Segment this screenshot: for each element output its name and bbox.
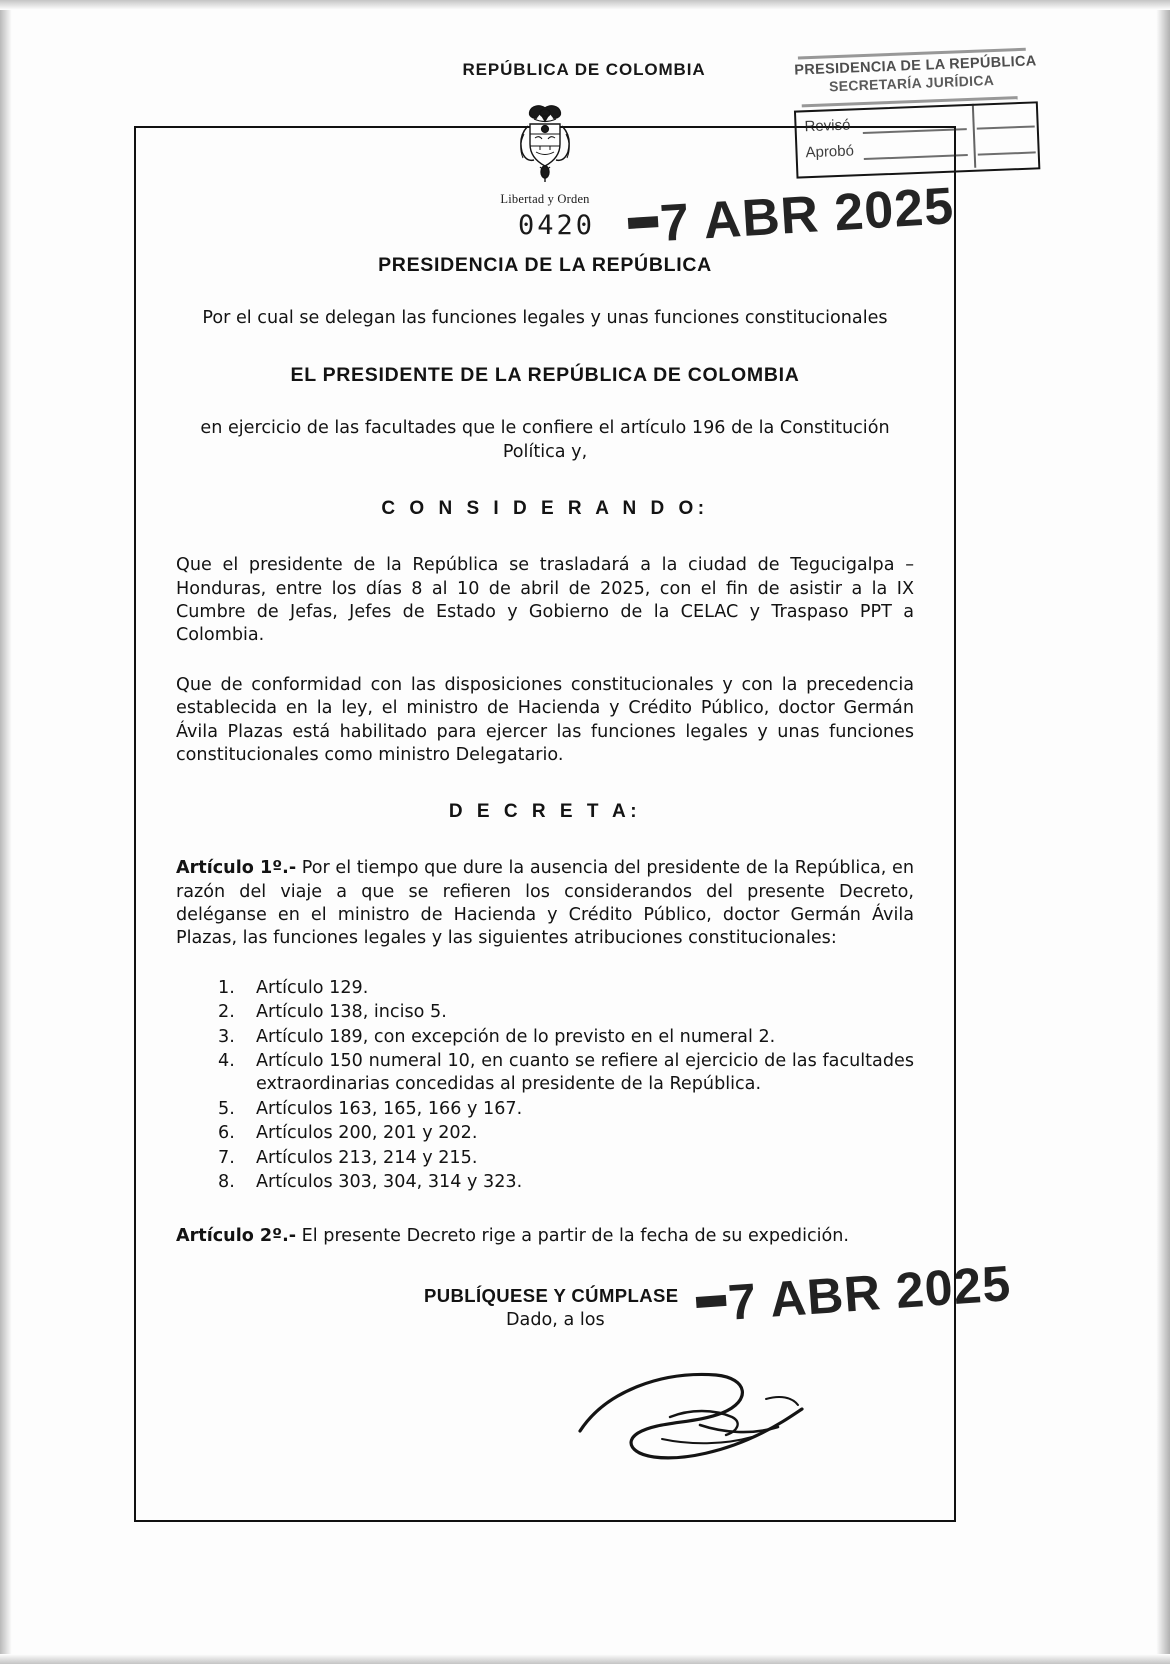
list-item <box>176 977 914 1000</box>
date-stamp-bottom-text: 7 ABR 2025 <box>726 1254 1013 1331</box>
article-2-label: Artículo 2º.- <box>176 1226 297 1247</box>
list-item-number: 7. <box>218 1147 235 1168</box>
list-item <box>176 1050 914 1097</box>
stamp-dash-icon <box>696 1295 727 1308</box>
decree-subject: Por el cual se delegan las funciones legales y unas funciones constitucionales <box>202 308 888 328</box>
list-item <box>176 1171 914 1194</box>
list-item-text: Artículo 150 numeral 10, en cuanto se refiere al ejercicio de las facultades extraordinarias concedidas al presidente de la República. <box>256 1051 914 1095</box>
approval-stamp-subtitle: SECRETARÍA JURÍDICA <box>828 71 995 95</box>
document-paper <box>10 8 1158 1656</box>
scan-edge-left <box>0 0 12 1664</box>
list-item-text: Artículos 303, 304, 314 y 323. <box>256 1171 523 1192</box>
scan-edge-right <box>1156 0 1170 1664</box>
dado-line: Dado, a los <box>506 1309 605 1330</box>
date-stamp-bottom <box>694 1254 1013 1334</box>
list-item-number: 3. <box>218 1026 235 1047</box>
approval-stamp <box>788 39 1045 181</box>
list-item <box>176 1026 914 1049</box>
considerando-paragraph-1: Que el presidente de la República se trasladará a la ciudad de Tegucigalpa – Honduras, entre los días 8 al 10 de abril de 2025, con el fin de asistir a la IX Cumbre de Jefas, Jefes de Estado y Gobierno de la CELAC y Traspaso PPT a Colombia. <box>176 555 914 646</box>
list-item-number: 6. <box>218 1123 235 1144</box>
list-item-text: Artículo 138, inciso 5. <box>256 1002 447 1023</box>
country-title: REPÚBLICA DE COLOMBIA <box>462 60 706 79</box>
approval-stamp-title: PRESIDENCIA DE LA REPÚBLICA <box>794 53 1037 79</box>
stamp-dash-icon <box>628 216 659 229</box>
date-stamp-top-text: 7 ABR 2025 <box>658 177 956 253</box>
signature <box>566 1365 826 1475</box>
list-item <box>176 1098 914 1121</box>
list-item-text: Artículos 163, 165, 166 y 167. <box>256 1098 523 1119</box>
approval-stamp-box <box>794 101 1040 178</box>
list-item-text: Artículo 189, con excepción de lo previsto en el numeral 2. <box>256 1026 776 1047</box>
scan-edge-top <box>0 0 1170 10</box>
list-item <box>176 1001 914 1024</box>
aprobo-label: Aprobó <box>805 142 855 162</box>
list-item-number: 1. <box>218 977 235 998</box>
list-item-text: Artículos 200, 201 y 202. <box>256 1123 478 1144</box>
article-1 <box>176 857 914 951</box>
document-body <box>176 254 1013 1359</box>
list-item <box>176 1147 914 1170</box>
article-1-label: Artículo 1º.- <box>176 858 297 879</box>
decree-number: 0420 <box>518 210 596 241</box>
list-item-number: 8. <box>218 1171 235 1192</box>
colombia-coat-of-arms-icon <box>506 100 584 192</box>
reviso-label: Revisó <box>804 116 851 136</box>
article-2-text: El presente Decreto rige a partir de la fecha de su expedición. <box>296 1226 850 1247</box>
document-frame <box>134 126 1013 1522</box>
enacting-authority: EL PRESIDENTE DE LA REPÚBLICA DE COLOMBIA <box>290 364 800 387</box>
decreta-heading: D E C R E T A: <box>448 801 642 823</box>
list-item-number: 5. <box>218 1098 235 1119</box>
considerando-heading: C O N S I D E R A N D O: <box>381 498 709 520</box>
list-item-text: Artículos 213, 214 y 215. <box>256 1147 478 1168</box>
article-1-text: Por el tiempo que dure la ausencia del presidente de la República, en razón del viaje a que se refieren los considerandos del presente Decreto, deléganse en el ministro de Hacienda y Crédito Público, doctor Germán Ávila Plazas, las funciones legales y las siguientes atribuciones constitucionales: <box>176 858 914 949</box>
list-item-text: Artículo 129. <box>256 977 369 998</box>
closing-block <box>176 1254 1013 1359</box>
scan-edge-bottom <box>0 1654 1170 1664</box>
issuer-heading: PRESIDENCIA DE LA REPÚBLICA <box>378 254 712 276</box>
list-item-number: 4. <box>218 1051 235 1072</box>
list-item <box>176 1122 914 1145</box>
list-item-number: 2. <box>218 1002 235 1023</box>
legal-basis: en ejercicio de las facultades que le confiere el artículo 196 de la Constitución Política y, <box>200 418 890 462</box>
publiquese-line: PUBLÍQUESE Y CÚMPLASE <box>424 1284 679 1306</box>
delegated-articles-list <box>176 977 914 1195</box>
article-2 <box>176 1225 914 1248</box>
considerando-paragraph-2: Que de conformidad con las disposiciones constitucionales y con la precedencia establecida en la ley, el ministro de Hacienda y Crédito Público, doctor Germán Ávila Plazas está habilitado para ejercer las funciones legales y unas funciones constitucionales como ministro Delegatario. <box>176 674 914 765</box>
crest-motto: Libertad y Orden <box>500 192 590 206</box>
